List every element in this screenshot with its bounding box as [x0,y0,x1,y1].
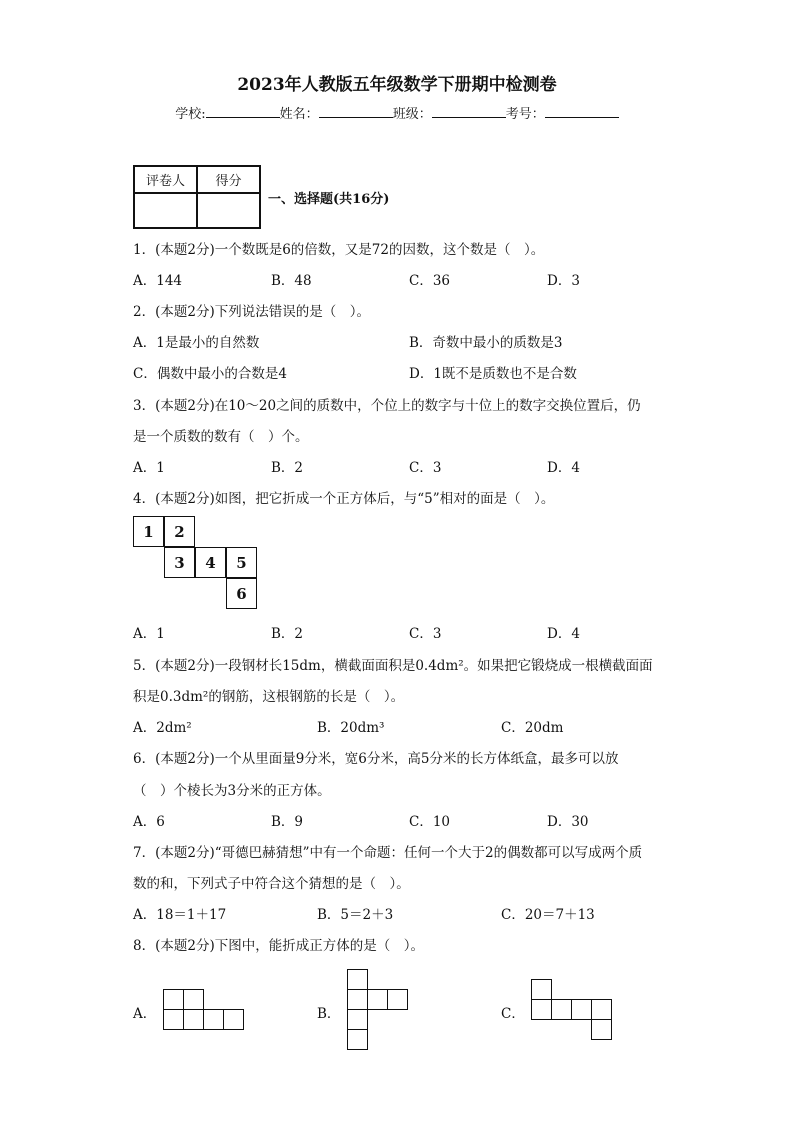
q1-option-a[interactable]: A．144 [133,273,183,289]
q4-option-d[interactable]: D．4 [547,626,580,642]
question-4-text: 4．(本题2分)如图，把它折成一个正方体后，与“5”相对的面是（ ）。 [133,491,555,507]
net-square [347,989,368,1010]
net-square [531,979,552,1000]
grader-cell[interactable] [134,193,197,228]
net-square [347,969,368,990]
class-label: 班级： [392,107,432,122]
question-6-text: 6．(本题2分)一个从里面量9分米，宽6分米，高5分米的长方体纸盒，最多可以放 [133,751,619,767]
net-square [571,999,592,1020]
question-5-text-cont: 积是0.3dm²的钢筋，这根钢筋的长是（ ）。 [133,689,405,705]
q7-option-c[interactable]: C．20＝7＋13 [501,907,595,923]
q2-option-b[interactable]: B．奇数中最小的质数是3 [409,335,563,351]
score-cell[interactable] [197,193,260,228]
class-blank[interactable] [432,105,506,118]
q3-option-a[interactable]: A．1 [133,460,165,476]
net-face-3: 3 [164,547,195,578]
net-square [183,1009,204,1030]
question-8-text: 8．(本题2分)下图中，能折成正方体的是（ ）。 [133,938,424,954]
net-square [591,999,612,1020]
net-square [183,989,204,1010]
question-7-text-cont: 数的和，下列式子中符合这个猜想的是（ ）。 [133,876,410,892]
cube-net-figure [133,516,263,611]
question-3-text-cont: 是一个质数的数有（ ）个。 [133,429,309,445]
q6-option-d[interactable]: D．30 [547,814,589,830]
q4-option-c[interactable]: C．3 [409,626,442,642]
page-title: 2023年人教版五年级数学下册期中检测卷 [237,75,557,95]
score-table [133,165,261,229]
q2-option-d[interactable]: D．1既不是质数也不是合数 [409,366,577,382]
net-square [531,999,552,1020]
net-square [551,999,572,1020]
exam-no-label: 考号： [505,107,545,122]
net-square [387,989,408,1010]
q1-option-d[interactable]: D．3 [547,273,580,289]
q8-option-a[interactable]: A． [133,1006,157,1022]
q8-option-b[interactable]: B． [317,1006,341,1022]
net-square [223,1009,244,1030]
name-blank[interactable] [319,105,393,118]
student-info-line [0,103,794,122]
q2-option-c[interactable]: C．偶数中最小的合数是4 [133,366,287,382]
q6-option-a[interactable]: A．6 [133,814,165,830]
q5-option-a[interactable]: A．2dm² [133,720,192,736]
q6-option-b[interactable]: B．9 [271,814,304,830]
question-2-text: 2．(本题2分)下列说法错误的是（ ）。 [133,304,370,320]
q1-option-b[interactable]: B．48 [271,273,312,289]
question-7-text: 7．(本题2分)“哥德巴赫猜想”中有一个命题：任何一个大于2的偶数都可以写成两个质 [133,845,643,861]
q7-option-b[interactable]: B．5＝2＋3 [317,907,394,923]
q3-option-c[interactable]: C．3 [409,460,442,476]
school-label: 学校: [175,107,206,122]
q3-option-d[interactable]: D．4 [547,460,580,476]
q5-option-c[interactable]: C．20dm [501,720,564,736]
question-3-text: 3．(本题2分)在10～20之间的质数中，个位上的数字与十位上的数字交换位置后，仍 [133,398,641,414]
score-header: 得分 [197,166,260,193]
q6-option-c[interactable]: C．10 [409,814,451,830]
q2-option-a[interactable]: A．1是最小的自然数 [133,335,260,351]
q1-option-c[interactable]: C．36 [409,273,451,289]
school-blank[interactable] [206,105,280,118]
q4-option-b[interactable]: B．2 [271,626,304,642]
net-square [347,1009,368,1030]
net-face-6: 6 [226,578,257,609]
q4-option-a[interactable]: A．1 [133,626,165,642]
net-square [347,1029,368,1050]
net-face-2: 2 [164,516,195,547]
exam-no-blank[interactable] [545,105,619,118]
name-label: 姓名： [279,107,319,122]
net-face-4: 4 [195,547,226,578]
q5-option-b[interactable]: B．20dm³ [317,720,385,736]
net-face-5: 5 [226,547,257,578]
net-square [163,1009,184,1030]
net-face-1: 1 [133,516,164,547]
question-5-text: 5．(本题2分)一段钢材长15dm，横截面面积是0.4dm²。如果把它锻烧成一根横截面面 [133,658,653,674]
section-heading: 一、选择题(共16分) [268,192,390,207]
net-square [367,989,388,1010]
net-square [591,1019,612,1040]
question-6-text-cont: （ ）个棱长为3分米的正方体。 [133,783,331,799]
q8-option-c[interactable]: C． [501,1006,525,1022]
q7-option-a[interactable]: A．18＝1＋17 [133,907,227,923]
grader-header: 评卷人 [134,166,197,193]
q3-option-b[interactable]: B．2 [271,460,304,476]
net-square [163,989,184,1010]
question-1-text: 1．(本题2分)一个数既是6的倍数，又是72的因数，这个数是（ ）。 [133,242,545,258]
net-square [203,1009,224,1030]
